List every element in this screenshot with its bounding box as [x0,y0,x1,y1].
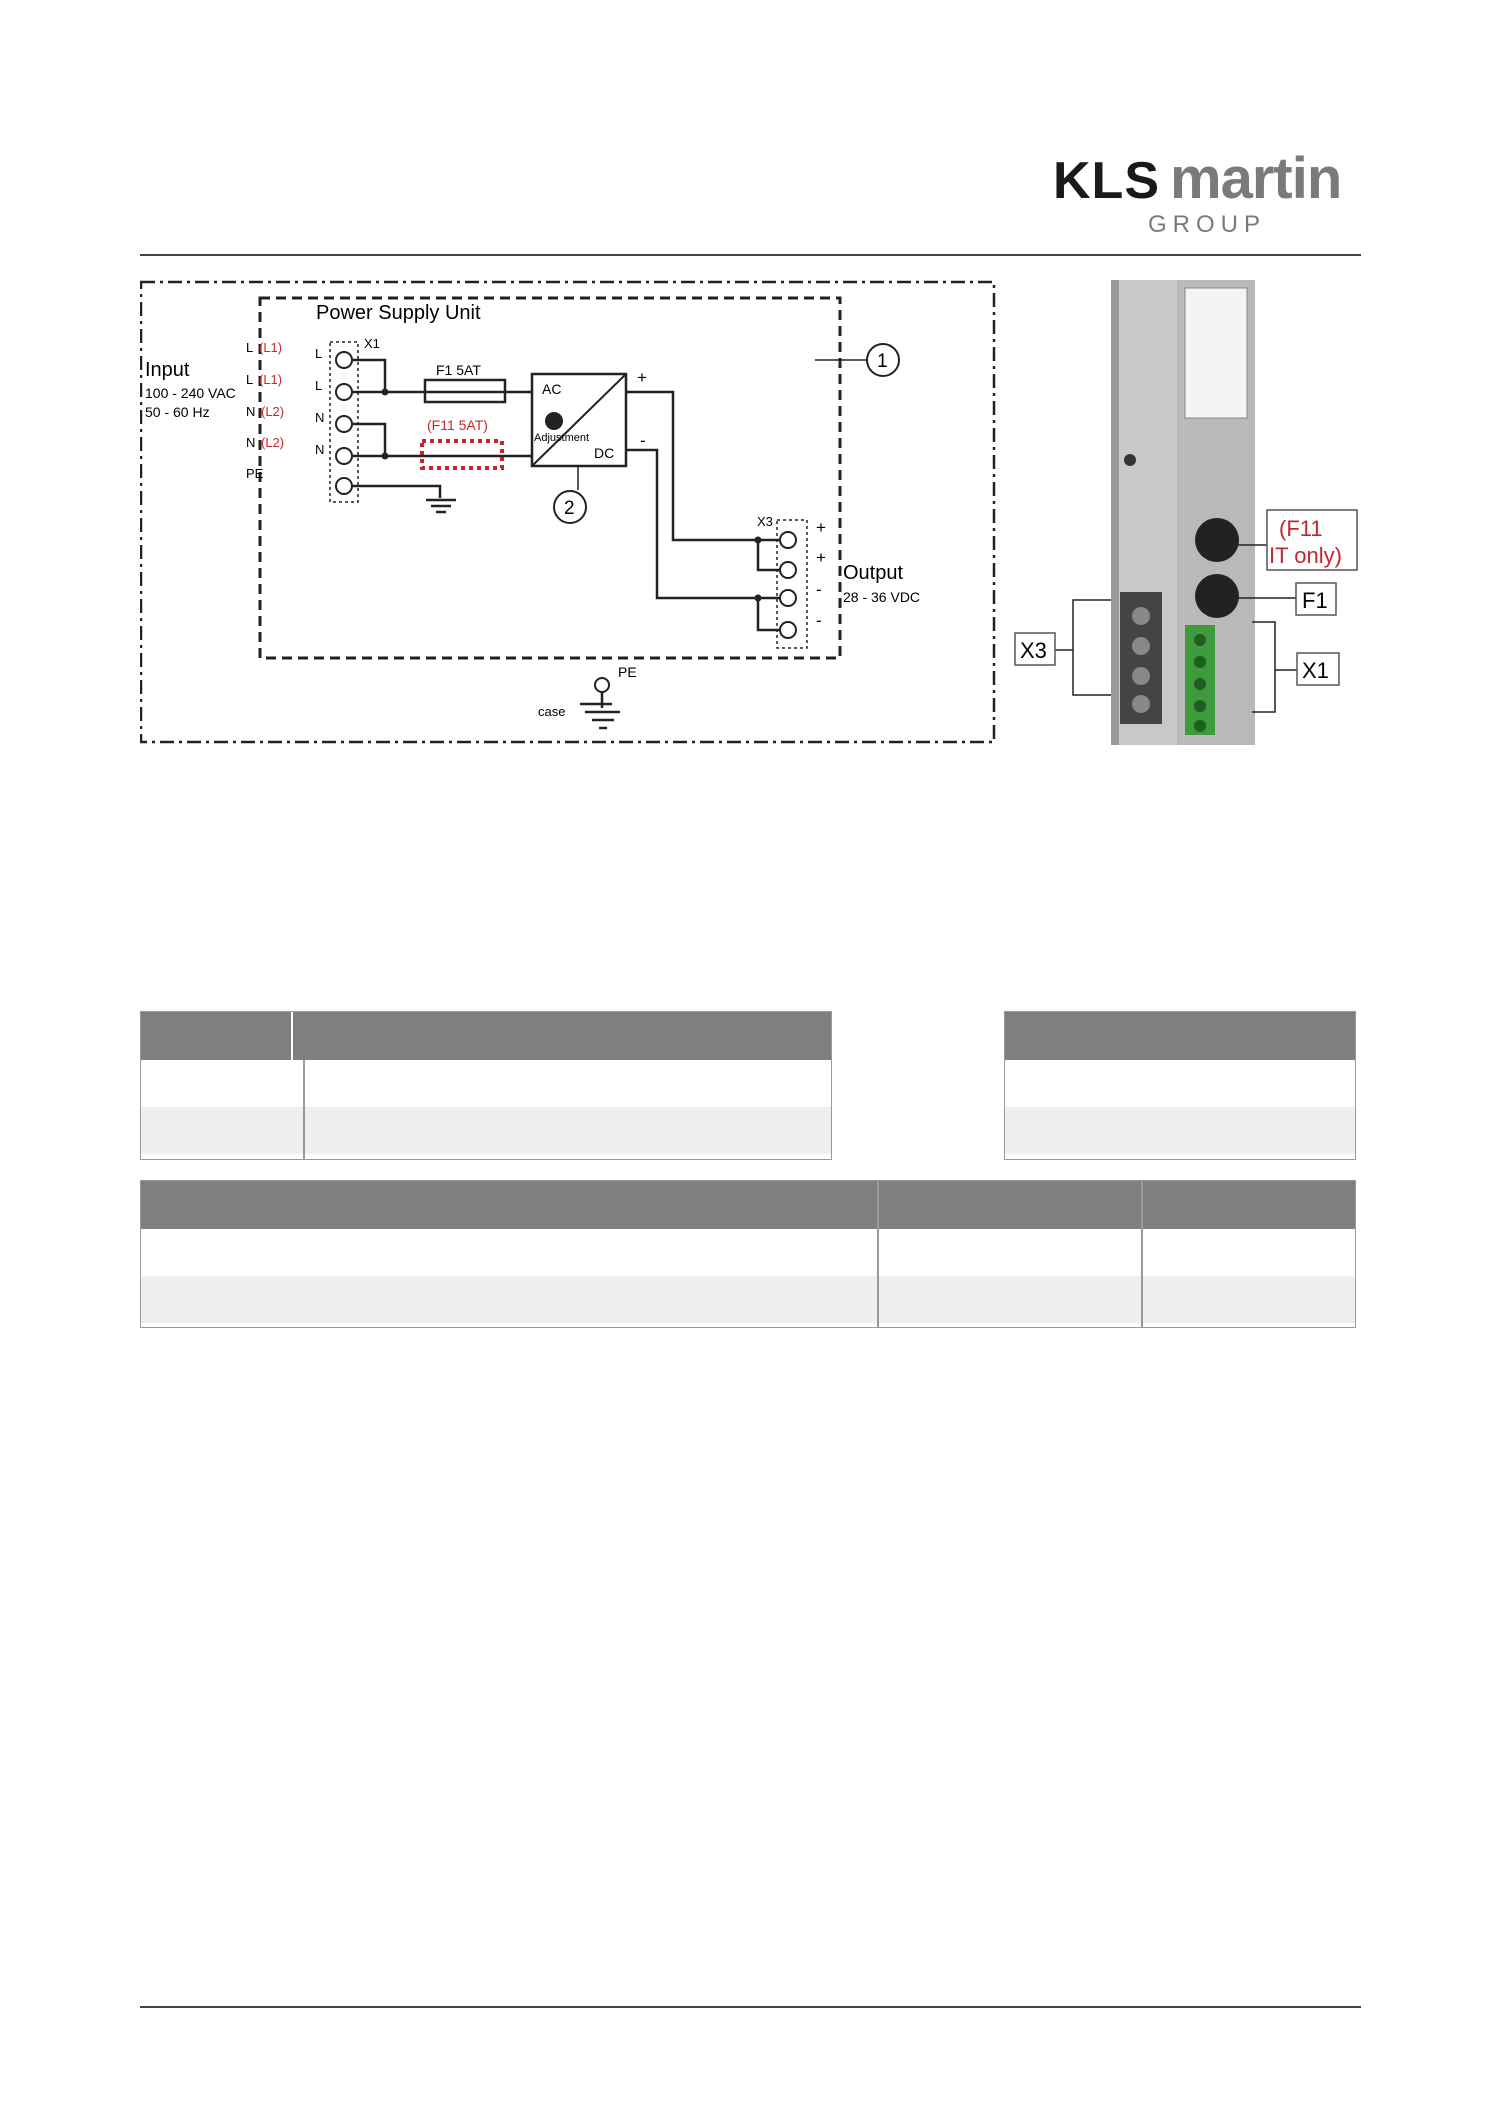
x1-label: X1 [364,336,380,351]
x3-plus: + [816,548,826,567]
spec-table-1 [140,1011,832,1160]
x3-plus: + [816,518,826,537]
f11-callout-line2: IT only) [1269,543,1342,568]
label-l1: (L1) [259,340,283,355]
f1-callout: F1 [1302,588,1328,613]
input-frequency: 50 - 60 Hz [145,404,210,420]
column-divider [303,1060,305,1159]
column-divider [1141,1181,1143,1327]
input-voltage: 100 - 240 VAC [145,385,236,401]
table-header [1005,1012,1355,1060]
table-header [141,1012,831,1060]
power-supply-photo [1007,280,1363,745]
label-l: L [246,372,254,387]
table-row [141,1276,1355,1323]
label-n: N [246,404,256,419]
x1-n: N [315,410,325,425]
spec-table-2 [1004,1011,1356,1160]
logo-kls-text: KLS [1053,152,1160,210]
ac-label: AC [542,381,562,397]
x1-l: L [315,346,323,361]
minus-label: - [640,431,646,450]
column-divider [877,1181,879,1327]
x3-minus: - [816,580,822,599]
f11-label: (F11 5AT) [427,417,488,433]
label-l1: (L1) [259,372,283,387]
output-voltage: 28 - 36 VDC [843,589,921,605]
footer-divider [140,2006,1361,2008]
case-label: case [538,704,566,719]
logo-group-text: GROUP [1148,211,1267,238]
callout-1: 1 [877,351,888,372]
label-l: L [246,340,254,355]
logo-martin-text: martin [1170,146,1342,211]
case-pe-label: PE [618,664,637,680]
adjustment-knob [545,412,563,430]
input-label: Input [145,359,190,381]
x3-minus: - [816,611,822,630]
f1-fuse-holder [1195,574,1239,618]
table-row [141,1229,1355,1276]
f11-fuse-holder [1195,518,1239,562]
header-divider [140,254,1361,256]
x3-callout: X3 [1020,638,1047,663]
f11-fuse-box [422,441,502,468]
x1-n: N [315,442,325,457]
plus-label: + [637,368,647,387]
psu-title: Power Supply Unit [316,302,481,324]
output-label: Output [843,562,904,584]
label-l2: (L2) [261,435,285,450]
x1-callout: X1 [1302,658,1329,683]
spec-table-3 [140,1180,1356,1328]
dc-label: DC [594,445,615,461]
f11-callout: (F11 [1279,516,1323,541]
adjustment-label: Adjustment [534,432,590,444]
x1-l: L [315,378,323,393]
table-header [141,1181,1355,1229]
table-row [141,1107,831,1154]
f1-label: F1 5AT [436,362,481,378]
x3-label: X3 [757,514,773,529]
company-logo [1053,146,1342,211]
power-supply-schematic [140,280,1000,745]
table-row [141,1060,831,1107]
label-l2: (L2) [261,404,285,419]
callout-2: 2 [564,498,575,519]
label-pe: PE [246,466,264,481]
label-n: N [246,435,256,450]
table-row [1005,1107,1355,1154]
device-label-sticker [1185,288,1247,418]
column-divider [291,1012,293,1060]
table-row [1005,1060,1355,1107]
